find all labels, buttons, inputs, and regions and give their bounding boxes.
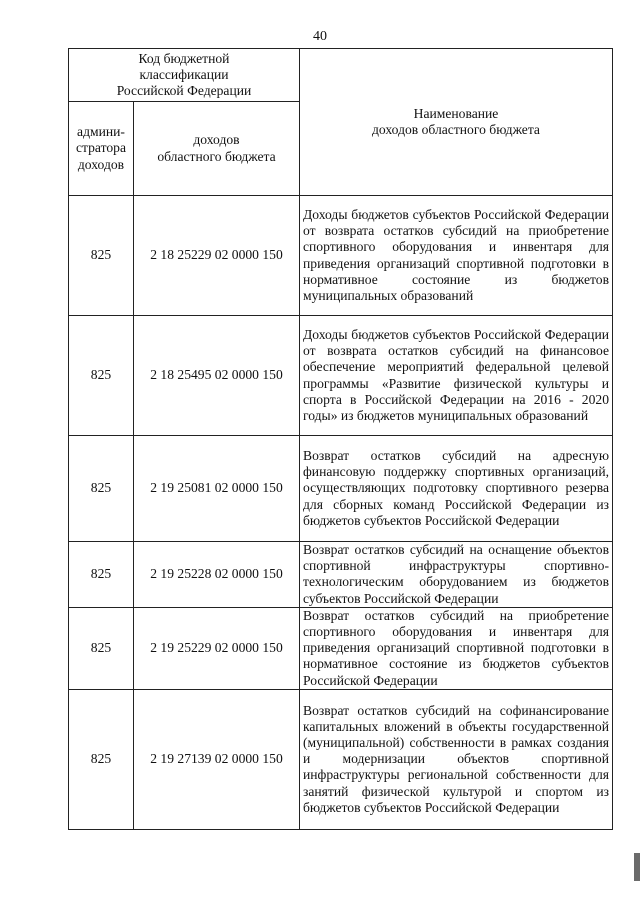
table-row [69,607,613,689]
kbk-group-line: Российской Федерации [116,83,252,99]
admin-code-cell: 825 [69,436,134,542]
table-row [69,542,613,608]
name-header-line: доходов областного бюджета [372,122,540,137]
admin-column-header [69,102,134,196]
admin-header-line: доходов [77,156,125,172]
income-name-cell: Возврат остатков субсидий на адресную финансовую поддержку спортивных организаций, осуществляющих подготовку спортивного резерва для сборных команд Российской Федерации из бюджетов субъектов Российской Федерации [300,436,613,542]
admin-code-cell: 825 [69,542,134,608]
page-number: 40 [313,29,327,44]
income-code-cell: 2 18 25229 02 0000 150 [134,196,300,316]
income-header-line: доходов [193,132,240,148]
income-code-cell: 2 19 27139 02 0000 150 [134,689,300,829]
admin-header-line: админи- [77,124,125,140]
income-code-cell: 2 19 25229 02 0000 150 [134,607,300,689]
scan-edge-mark [634,853,640,881]
table-row [69,196,613,316]
table-row [69,689,613,829]
table-header-row [69,49,613,102]
budget-classification-table [68,48,613,830]
income-name-cell: Возврат остатков субсидий на приобретение спортивного оборудования и инвентаря для приведения организаций спортивной подготовки в нормативное состояние из бюджетов субъектов Российской Федерации [300,607,613,689]
income-name-cell: Возврат остатков субсидий на софинансирование капитальных вложений в объекты государственной (муниципальной) собственности в рамках создания и модернизации объектов спортивной инфраструктуры региональной собственности для занятий физической культурой и спортом из бюджетов субъектов Российской Федерации [300,689,613,829]
income-code-cell: 2 18 25495 02 0000 150 [134,316,300,436]
income-header-line: областного бюджета [157,148,276,164]
admin-header-line: стратора [75,140,126,156]
income-code-cell: 2 19 25228 02 0000 150 [134,542,300,608]
admin-code-cell: 825 [69,196,134,316]
name-column-header [300,49,613,196]
kbk-group-line: классификации [139,66,229,82]
income-code-cell: 2 19 25081 02 0000 150 [134,436,300,542]
kbk-group-header [69,49,300,102]
table-row [69,316,613,436]
income-column-header [134,102,300,196]
income-name-cell: Доходы бюджетов субъектов Российской Федерации от возврата остатков субсидий на приобретение спортивного оборудования и инвентаря для приведения организаций спортивной подготовки в нормативное состояние из бюджетов муниципальных образований [300,196,613,316]
name-header-line: Наименование [413,105,499,121]
income-name-cell: Возврат остатков субсидий на оснащение объектов спортивной инфраструктуры спортивно-технологическим оборудованием из бюджетов субъектов Российской Федерации [300,542,613,608]
admin-code-cell: 825 [69,607,134,689]
table-row [69,436,613,542]
admin-code-cell: 825 [69,689,134,829]
income-name-cell: Доходы бюджетов субъектов Российской Федерации от возврата остатков субсидий на финансовое обеспечение мероприятий федеральной целевой программы «Развитие физической культуры и спорта в Российской Федерации на 2016 - 2020 годы» из бюджетов муниципальных образований [300,316,613,436]
admin-code-cell: 825 [69,316,134,436]
kbk-group-line: Код бюджетной [138,50,230,66]
